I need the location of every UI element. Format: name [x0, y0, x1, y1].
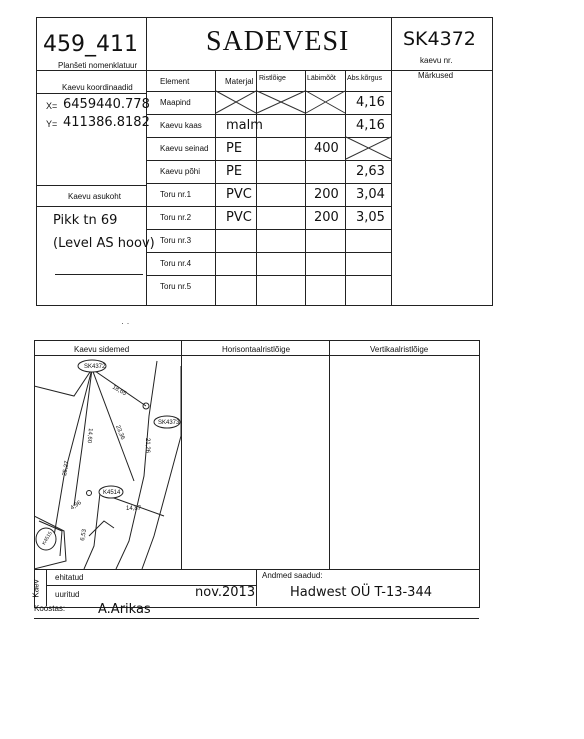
row-material: PE — [226, 141, 243, 156]
col-height: Abs.kõrgus — [347, 75, 383, 82]
location-label: Kaevu asukoht — [68, 192, 121, 201]
row-element: Toru nr.4 — [160, 259, 192, 268]
row-height: 4,16 — [356, 95, 385, 110]
row-diameter: 200 — [314, 187, 339, 202]
survey-date: nov.2013 — [195, 585, 256, 600]
side-label: Kaev — [31, 579, 41, 598]
y-label: Y= — [46, 119, 58, 129]
node-left: K4515 — [41, 530, 54, 547]
col-cross: Ristlõige — [259, 75, 286, 82]
section-connections: Kaevu sidemed — [74, 345, 130, 354]
len-b: 23,36 — [114, 424, 126, 441]
nomenclature-label: Planšeti nomenklatuur — [58, 61, 138, 70]
row-height: 4,16 — [356, 118, 385, 133]
well-no-label: kaevu nr. — [420, 56, 453, 65]
len-c: 21,26 — [144, 438, 150, 454]
row-element: Maapind — [160, 98, 191, 107]
node-mid: K4514 — [103, 490, 121, 496]
x-label: X= — [46, 101, 58, 111]
row-element: Kaevu kaas — [160, 121, 202, 130]
surveyed-label: uuritud — [55, 590, 80, 599]
len-e: 14,87 — [126, 506, 142, 512]
len-a: 18,65 — [111, 384, 128, 398]
data-from-label: Andmed saadud: — [262, 571, 323, 580]
section-horizontal: Horisontaalristlõige — [222, 345, 291, 354]
connection-sketch — [34, 356, 181, 569]
col-element: Element — [160, 77, 190, 86]
row-height: 2,63 — [356, 164, 385, 179]
row-material: PVC — [226, 210, 252, 225]
row-element: Toru nr.5 — [160, 282, 192, 291]
node-top: SK4372 — [84, 364, 106, 370]
data-from-value: Hadwest OÜ T-13-344 — [290, 585, 432, 600]
len-h: 6,53 — [80, 528, 88, 542]
built-label: ehitatud — [55, 573, 84, 582]
col-material: Materjal — [225, 77, 254, 86]
stray-mark: · · — [121, 318, 130, 328]
row-height: 3,05 — [356, 210, 385, 225]
location-line1: Pikk tn 69 — [53, 213, 118, 228]
len-d: 25,27 — [62, 460, 71, 477]
row-element: Kaevu seinad — [160, 144, 209, 153]
row-diameter: 400 — [314, 141, 339, 156]
len-g: 4,96 — [69, 500, 83, 512]
col-diameter: Läbimõõt — [307, 75, 336, 82]
row-element: Toru nr.2 — [160, 213, 192, 222]
x-value: 6459440.778 — [63, 97, 150, 112]
author-name: A.Arikas — [98, 602, 151, 617]
row-element: Toru nr.3 — [160, 236, 192, 245]
page-title: SADEVESI — [206, 26, 350, 57]
row-material: PVC — [226, 187, 252, 202]
y-value: 411386.8182 — [63, 115, 150, 130]
row-height: 3,04 — [356, 187, 385, 202]
row-element: Kaevu põhi — [160, 167, 201, 176]
node-right: SK4373 — [158, 420, 180, 426]
section-vertical: Vertikaalristlõige — [370, 345, 429, 354]
row-element: Toru nr.1 — [160, 190, 192, 199]
coords-label: Kaevu koordinaadid — [62, 83, 133, 92]
row-material: malm — [226, 118, 263, 133]
row-diameter: 200 — [314, 210, 339, 225]
location-line2: (Level AS hoov) — [53, 236, 155, 251]
col-notes: Märkused — [418, 71, 454, 80]
author-label: Koostas: — [34, 604, 66, 613]
len-f: 14,60 — [85, 427, 93, 444]
well-id: SK4372 — [403, 28, 476, 50]
row-material: PE — [226, 164, 243, 179]
nomenclature-value: 459_411 — [43, 32, 138, 57]
